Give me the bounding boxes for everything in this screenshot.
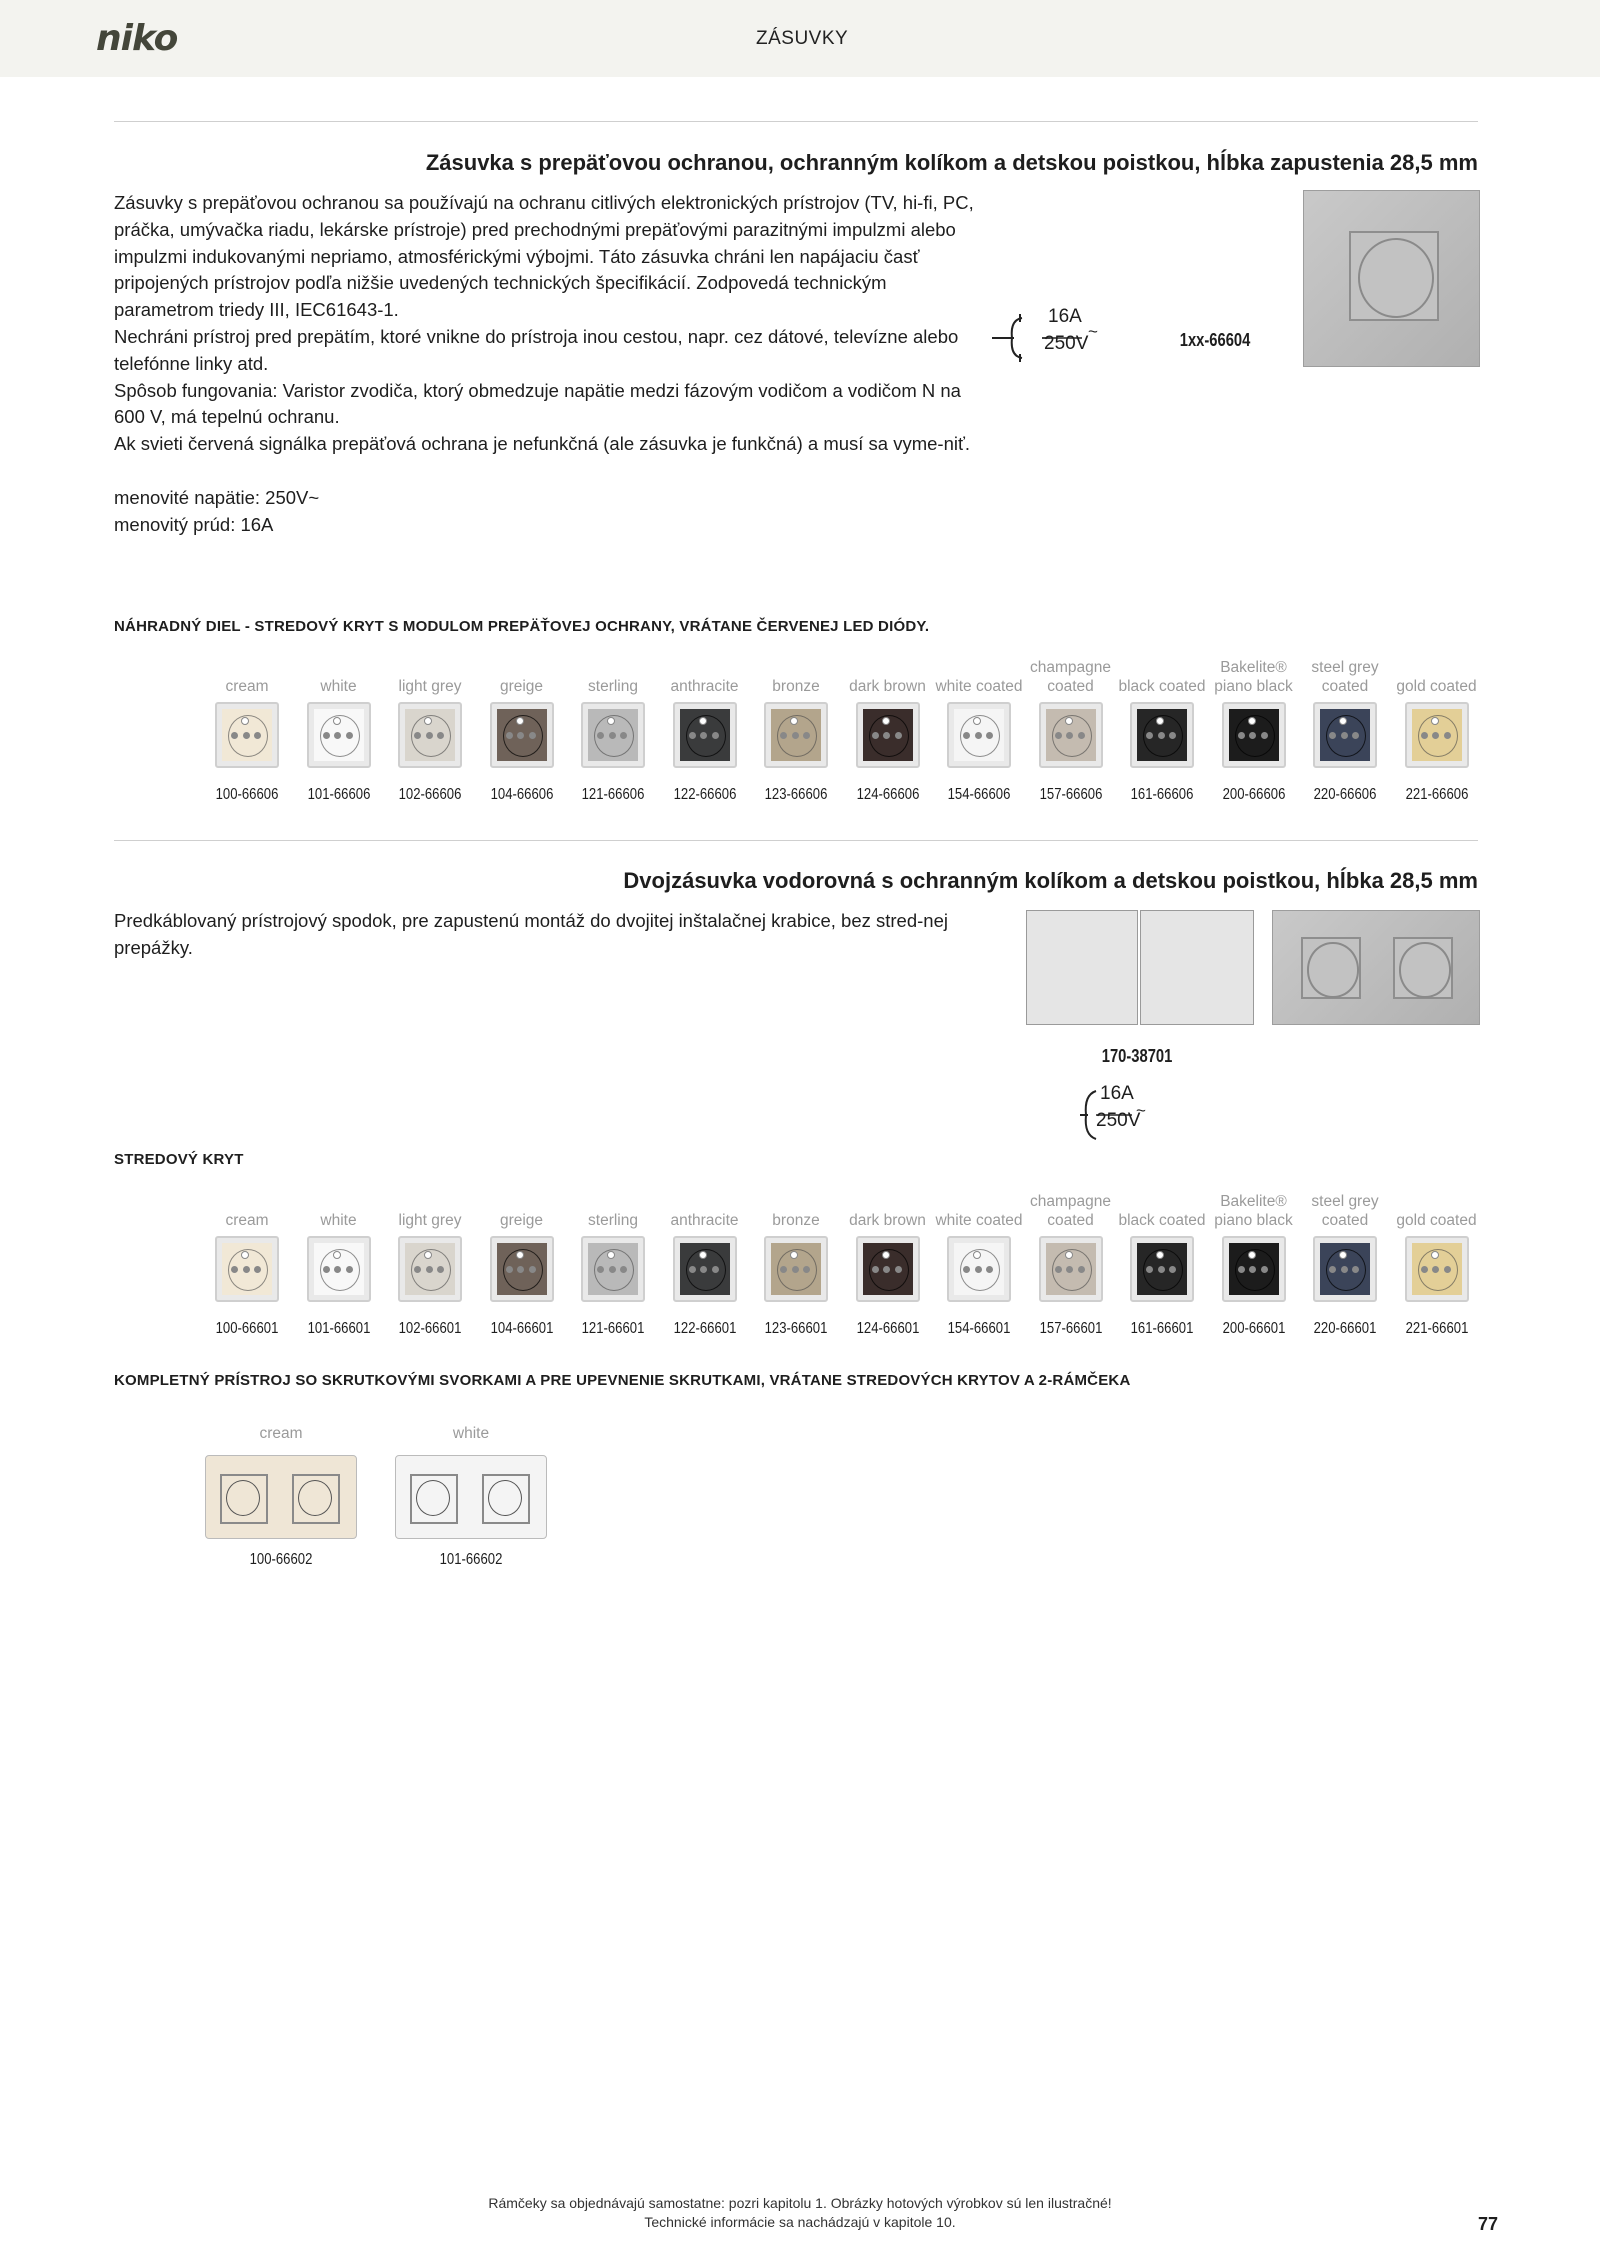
color-name-text: anthracite bbox=[670, 1212, 739, 1229]
swatch-item bbox=[933, 1186, 1025, 1346]
cover-swatch bbox=[1039, 702, 1103, 768]
color-name-text: dark brown bbox=[849, 678, 926, 695]
product-code: 161-66606 bbox=[1130, 786, 1194, 803]
color-name bbox=[1116, 1186, 1208, 1230]
color-name-text: champagne coated bbox=[1029, 659, 1111, 695]
product-code: 101-66602 bbox=[439, 1551, 503, 1568]
product1-description bbox=[114, 190, 974, 538]
color-name-text: Bakelite® piano black bbox=[1214, 659, 1293, 695]
swatch-item bbox=[659, 1186, 751, 1346]
product-code: 102-66601 bbox=[398, 1320, 462, 1337]
product-code: 121-66601 bbox=[581, 1320, 645, 1337]
product-code: 100-66601 bbox=[215, 1320, 279, 1337]
product-code: 123-66606 bbox=[764, 786, 828, 803]
ac-symbol: ~ bbox=[1088, 322, 1098, 341]
cover-swatch bbox=[490, 1236, 554, 1302]
swatch-item bbox=[1208, 1186, 1300, 1346]
cover-swatch bbox=[398, 1236, 462, 1302]
divider bbox=[114, 840, 1478, 841]
color-name-text: light grey bbox=[398, 678, 462, 695]
color-name bbox=[1025, 1186, 1117, 1230]
product1-code: 1xx-66604 bbox=[1179, 330, 1251, 350]
complete-device-item bbox=[395, 1425, 547, 1575]
color-name-text: steel grey coated bbox=[1311, 659, 1379, 695]
swatch-item bbox=[293, 652, 385, 812]
product-code: 161-66601 bbox=[1130, 1320, 1194, 1337]
swatch-item bbox=[1208, 652, 1300, 812]
product-code: 220-66601 bbox=[1313, 1320, 1377, 1337]
color-name bbox=[1299, 1186, 1391, 1230]
color-name bbox=[476, 1186, 568, 1230]
niko-logo: niko bbox=[96, 18, 178, 59]
page-header bbox=[0, 0, 1600, 77]
product-code: 100-66602 bbox=[249, 1551, 313, 1568]
cover-swatch bbox=[581, 702, 645, 768]
product-code: 221-66606 bbox=[1405, 786, 1468, 803]
cover-swatch bbox=[1039, 1236, 1103, 1302]
cover-swatch bbox=[581, 1236, 645, 1302]
spare-swatch-row bbox=[0, 652, 1600, 812]
socket-icon bbox=[1349, 231, 1439, 321]
complete-device-row bbox=[0, 1425, 1600, 1575]
section-title: ZÁSUVKY bbox=[756, 28, 849, 49]
color-name bbox=[659, 1186, 751, 1230]
swatch-item bbox=[567, 652, 659, 812]
cover-swatch bbox=[1130, 702, 1194, 768]
color-name bbox=[1208, 1186, 1300, 1230]
color-name bbox=[384, 1186, 476, 1230]
color-name-text: dark brown bbox=[849, 1212, 926, 1229]
product-code: 100-66606 bbox=[215, 786, 279, 803]
cover-swatch bbox=[215, 1236, 279, 1302]
cover-swatch bbox=[947, 1236, 1011, 1302]
color-name bbox=[1391, 652, 1483, 696]
color-name-text: champagne coated bbox=[1029, 1193, 1111, 1229]
color-name bbox=[567, 652, 659, 696]
cover-swatch bbox=[1222, 1236, 1286, 1302]
color-name bbox=[384, 652, 476, 696]
color-name-text: greige bbox=[499, 678, 544, 695]
color-name-text: gold coated bbox=[1396, 678, 1477, 695]
color-name bbox=[201, 652, 293, 696]
socket-icon bbox=[1393, 937, 1453, 999]
complete-device-item bbox=[205, 1425, 357, 1575]
spare-part-label: NÁHRADNÝ DIEL - STREDOVÝ KRYT S MODULOM PREPÄŤOVEJ OCHRANY, VRÁTANE ČERVENEJ LED DIÓDY. bbox=[114, 618, 930, 635]
product-code: 102-66606 bbox=[398, 786, 462, 803]
product-code: 154-66601 bbox=[947, 1320, 1011, 1337]
cover-swatch bbox=[1405, 1236, 1469, 1302]
double-frame bbox=[395, 1455, 547, 1539]
rating-current: 16A bbox=[1100, 1083, 1134, 1104]
cover-swatch bbox=[673, 702, 737, 768]
color-name-text: sterling bbox=[588, 1212, 638, 1229]
product2-title: Dvojzásuvka vodorovná s ochranným kolíkom a detskou poistkou, hĺbka 28,5 mm bbox=[623, 868, 1478, 893]
product-code: 157-66601 bbox=[1039, 1320, 1102, 1337]
cover-swatch bbox=[307, 1236, 371, 1302]
cover-swatch bbox=[1313, 702, 1377, 768]
product-code: 200-66601 bbox=[1222, 1320, 1285, 1337]
swatch-item bbox=[659, 652, 751, 812]
page-number: 77 bbox=[1478, 2214, 1499, 2234]
product-code: 157-66606 bbox=[1039, 786, 1102, 803]
cover-swatch bbox=[856, 1236, 920, 1302]
mechanism-photo-right bbox=[1140, 910, 1254, 1025]
rated-current: menovitý prúd: 16A bbox=[114, 513, 274, 535]
description-paragraph: Spôsob fungovania: Varistor zvodiča, ktorý obmedzuje napätie medzi fázovým vodičom a vodičom N na 600 V, má tepelnú ochranu. bbox=[114, 379, 961, 428]
swatch-item bbox=[567, 1186, 659, 1346]
product1-photo bbox=[1303, 190, 1480, 367]
socket-icon bbox=[1301, 937, 1361, 999]
cover-swatch bbox=[856, 702, 920, 768]
cover-swatch bbox=[764, 702, 828, 768]
footer-note bbox=[300, 2194, 1300, 2232]
color-name-text: greige bbox=[499, 1212, 544, 1229]
color-name bbox=[659, 652, 751, 696]
color-name bbox=[201, 1186, 293, 1230]
color-name bbox=[567, 1186, 659, 1230]
central-swatch-row bbox=[0, 1186, 1600, 1346]
cover-swatch bbox=[764, 1236, 828, 1302]
complete-device-label: KOMPLETNÝ PRÍSTROJ SO SKRUTKOVÝMI SVORKAMI A PRE UPEVNENIE SKRUTKAMI, VRÁTANE STREDOVÝCH KRYTOV A 2-RÁMČEKA bbox=[114, 1372, 1131, 1389]
cover-swatch bbox=[673, 1236, 737, 1302]
rating-voltage: 250V bbox=[1096, 1110, 1141, 1131]
color-name bbox=[842, 652, 934, 696]
socket-rating-symbol bbox=[990, 308, 1110, 368]
color-name-text: steel grey coated bbox=[1311, 1193, 1379, 1229]
color-name-text: white coated bbox=[935, 678, 1023, 695]
product-code: 122-66601 bbox=[673, 1320, 736, 1337]
product-code: 220-66606 bbox=[1313, 786, 1377, 803]
product-code: 101-66606 bbox=[307, 786, 370, 803]
swatch-item bbox=[1025, 652, 1117, 812]
color-name bbox=[1208, 652, 1300, 696]
color-name-text: white bbox=[320, 678, 357, 695]
swatch-item bbox=[1299, 652, 1391, 812]
cover-swatch bbox=[215, 702, 279, 768]
color-name-text: cream bbox=[225, 1212, 269, 1229]
color-name-text: gold coated bbox=[1396, 1212, 1477, 1229]
color-name: cream bbox=[259, 1425, 303, 1442]
color-name-text: bronze bbox=[772, 678, 820, 695]
product-code: 121-66606 bbox=[581, 786, 645, 803]
color-name bbox=[293, 1186, 385, 1230]
product-code: 104-66601 bbox=[490, 1320, 553, 1337]
swatch-item bbox=[750, 1186, 842, 1346]
color-name-text: white bbox=[320, 1212, 357, 1229]
product2-code: 170-38701 bbox=[1101, 1046, 1173, 1066]
swatch-item bbox=[750, 652, 842, 812]
swatch-item bbox=[842, 1186, 934, 1346]
swatch-item bbox=[293, 1186, 385, 1346]
color-name-text: light grey bbox=[398, 1212, 462, 1229]
cover-swatch bbox=[490, 702, 554, 768]
color-name bbox=[1299, 652, 1391, 696]
product-code: 124-66601 bbox=[856, 1320, 919, 1337]
color-name-text: black coated bbox=[1118, 678, 1206, 695]
swatch-item bbox=[1391, 1186, 1483, 1346]
color-name bbox=[1025, 652, 1117, 696]
rating-voltage: 250V bbox=[1044, 333, 1089, 354]
product2-description bbox=[114, 908, 974, 962]
product2-photo bbox=[1272, 910, 1480, 1025]
description-paragraph: Nechráni prístroj pred prepätím, ktoré vnikne do prístroja inou cestou, napr. cez dátové, televízne alebo telefónne linky atd. bbox=[114, 325, 959, 374]
color-name-text: cream bbox=[225, 678, 269, 695]
color-name bbox=[476, 652, 568, 696]
swatch-item bbox=[1025, 1186, 1117, 1346]
product-code: 122-66606 bbox=[673, 786, 736, 803]
swatch-item bbox=[201, 1186, 293, 1346]
cover-swatch bbox=[1405, 702, 1469, 768]
cover-swatch bbox=[947, 702, 1011, 768]
cover-swatch bbox=[1313, 1236, 1377, 1302]
swatch-item bbox=[1299, 1186, 1391, 1346]
swatch-item bbox=[201, 652, 293, 812]
color-name-text: sterling bbox=[588, 678, 638, 695]
color-name: white bbox=[452, 1425, 490, 1442]
color-name bbox=[1116, 652, 1208, 696]
product-code: 221-66601 bbox=[1405, 1320, 1468, 1337]
swatch-item bbox=[842, 652, 934, 812]
rating-current: 16A bbox=[1048, 306, 1082, 327]
swatch-item bbox=[476, 1186, 568, 1346]
color-name-text: Bakelite® piano black bbox=[1214, 1193, 1293, 1229]
divider bbox=[114, 121, 1478, 122]
color-name-text: bronze bbox=[772, 1212, 820, 1229]
product-code: 123-66601 bbox=[764, 1320, 828, 1337]
footer-line: Rámčeky sa objednávajú samostatne: pozri kapitolu 1. Obrázky hotových výrobkov sú len ilustračné! bbox=[488, 2195, 1112, 2211]
swatch-item bbox=[1116, 1186, 1208, 1346]
swatch-item bbox=[384, 1186, 476, 1346]
product-code: 101-66601 bbox=[307, 1320, 370, 1337]
double-frame bbox=[205, 1455, 357, 1539]
color-name-text: black coated bbox=[1118, 1212, 1206, 1229]
color-name-text: white coated bbox=[935, 1212, 1023, 1229]
swatch-item bbox=[1391, 652, 1483, 812]
central-cover-label: STREDOVÝ KRYT bbox=[114, 1151, 244, 1168]
color-name bbox=[750, 1186, 842, 1230]
product-code: 104-66606 bbox=[490, 786, 553, 803]
color-name-text: anthracite bbox=[670, 678, 739, 695]
product-code: 154-66606 bbox=[947, 786, 1011, 803]
cover-swatch bbox=[1222, 702, 1286, 768]
socket-rating-symbol bbox=[1040, 1085, 1160, 1145]
cover-swatch bbox=[398, 702, 462, 768]
ac-symbol: ~ bbox=[1136, 1101, 1146, 1120]
color-name bbox=[933, 652, 1025, 696]
color-name bbox=[933, 1186, 1025, 1230]
mechanism-photo-left bbox=[1026, 910, 1138, 1025]
swatch-item bbox=[476, 652, 568, 812]
product1-title: Zásuvka s prepäťovou ochranou, ochranným kolíkom a detskou poistkou, hĺbka zapustenia 28,5 mm bbox=[425, 150, 1478, 175]
color-name bbox=[842, 1186, 934, 1230]
color-name bbox=[293, 652, 385, 696]
footer-line: Technické informácie sa nachádzajú v kapitole 10. bbox=[644, 2214, 956, 2230]
swatch-item bbox=[384, 652, 476, 812]
rated-voltage: menovité napätie: 250V~ bbox=[114, 486, 320, 508]
color-name bbox=[1391, 1186, 1483, 1230]
description-paragraph: Predkáblovaný prístrojový spodok, pre zapustenú montáž do dvojitej inštalačnej krabice, bez stred-nej prepážky. bbox=[114, 910, 948, 958]
description-paragraph: Ak svieti červená signálka prepäťová ochrana je nefunkčná (ale zásuvka je funkčná) a musí sa vyme-niť. bbox=[114, 433, 971, 455]
swatch-item bbox=[1116, 652, 1208, 812]
description-paragraph: Zásuvky s prepäťovou ochranou sa používajú na ochranu citlivých elektronických prístrojov (TV, hi-fi, PC, práčka, umývačka riadu, lekárske prístroje) pred prechodnými prepäťovými parazitnými impulzmi alebo impulzmi indukovanými nepriamo, atmosférickými výbojmi. Táto zásuvka chráni len napájaciu časť pripojených prístrojov podľa nižšie uvedených technických špecifikácií. Zodpovedá technickým parametrom triedy III, IEC61643-1. bbox=[114, 192, 974, 321]
cover-swatch bbox=[307, 702, 371, 768]
product-code: 124-66606 bbox=[856, 786, 919, 803]
product-code: 200-66606 bbox=[1222, 786, 1285, 803]
color-name bbox=[750, 652, 842, 696]
cover-swatch bbox=[1130, 1236, 1194, 1302]
swatch-item bbox=[933, 652, 1025, 812]
